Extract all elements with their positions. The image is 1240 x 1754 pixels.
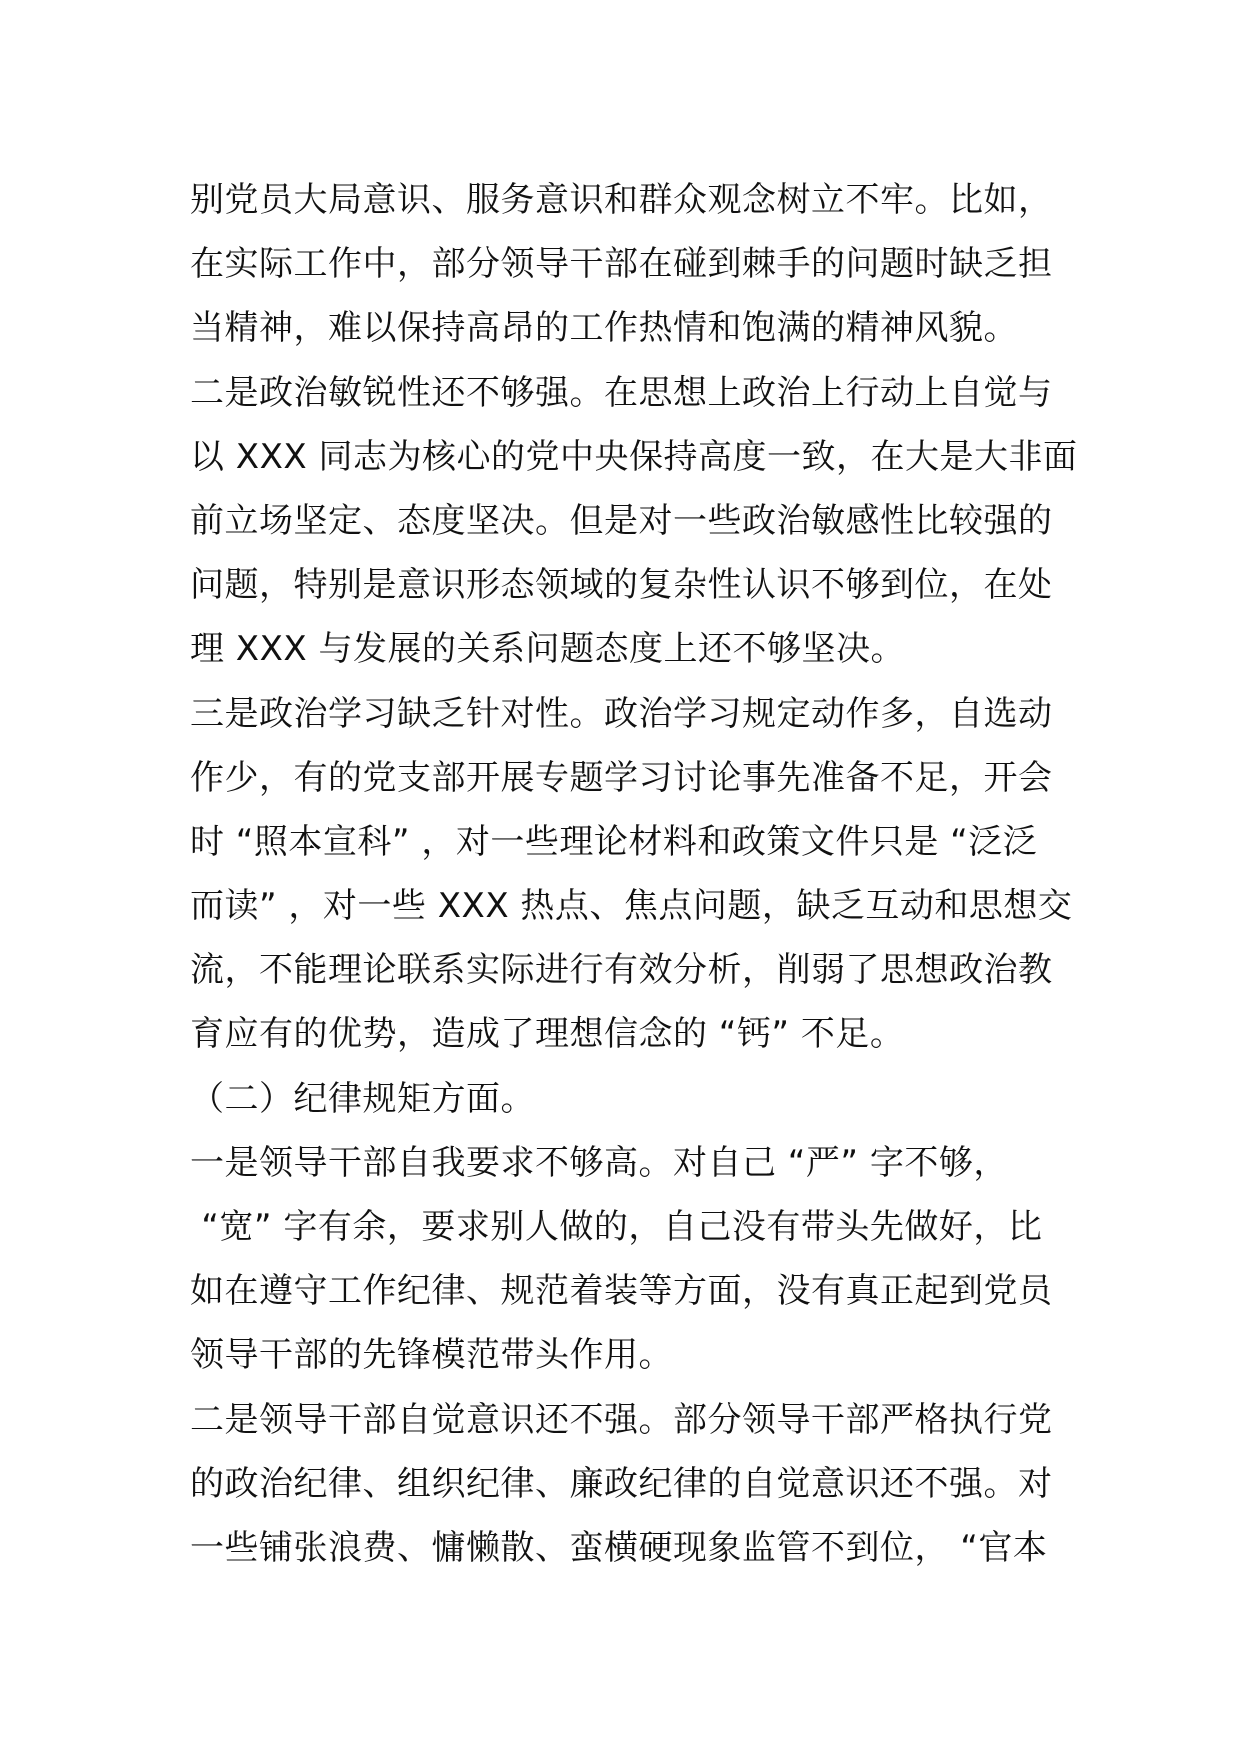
text-line: 如在遵守工作纪律、规范着装等方面，没有真正起到党员: [190, 1271, 1053, 1312]
text-line: 三是政治学习缺乏针对性。政治学习规定动作多，自选动: [190, 693, 1053, 734]
text-line: 二是领导干部自觉意识还不强。部分领导干部严格执行党: [190, 1399, 1053, 1440]
text-line: 一些铺张浪费、慵懒散、蛮横硬现象监管不到位， “官本: [190, 1527, 1048, 1568]
text-line: 理 XXX 与发展的关系问题态度上还不够坚决。: [190, 629, 905, 670]
text-line: 二是政治敏锐性还不够强。在思想上政治上行动上自觉与: [190, 372, 1053, 413]
text-line: 问题，特别是意识形态领域的复杂性认识不够到位，在处: [190, 565, 1053, 606]
text-line: 流，不能理论联系实际进行有效分析，削弱了思想政治教: [190, 950, 1053, 991]
text-line: 前立场坚定、态度坚决。但是对一些政治敏感性比较强的: [190, 500, 1053, 541]
text-line: 以 XXX 同志为核心的党中央保持高度一致，在大是大非面: [190, 436, 1078, 477]
text-line: 的政治纪律、组织纪律、廉政纪律的自觉意识还不强。对: [190, 1463, 1053, 1504]
document-body: [190, 168, 1078, 1580]
text-line: 领导干部的先锋模范带头作用。: [190, 1335, 673, 1376]
text-line: 而读” ，对一些 XXX 热点、焦点问题，缺乏互动和思想交: [190, 886, 1073, 927]
text-line: “宽” 字有余，要求别人做的，自己没有带头先做好，比: [190, 1207, 1043, 1247]
text-line: 一是领导干部自我要求不够高。对自己 “严” 字不够，: [190, 1142, 1008, 1183]
text-line: 在实际工作中，部分领导干部在碰到棘手的问题时缺乏担: [190, 244, 1053, 285]
text-line: 当精神，难以保持高昂的工作热情和饱满的精神风貌。: [190, 308, 1018, 349]
text-line: 别党员大局意识、服务意识和群众观念树立不牢。比如，: [190, 180, 1053, 220]
text-line: 时 “照本宣科” ，对一些理论材料和政策文件只是 “泛泛: [190, 821, 1038, 862]
section-heading: （二）纪律规矩方面。: [190, 1078, 535, 1119]
text-line: 育应有的优势，造成了理想信念的 “钙” 不足。: [190, 1014, 905, 1055]
text-line: 作少，有的党支部开展专题学习讨论事先准备不足，开会: [190, 757, 1053, 798]
